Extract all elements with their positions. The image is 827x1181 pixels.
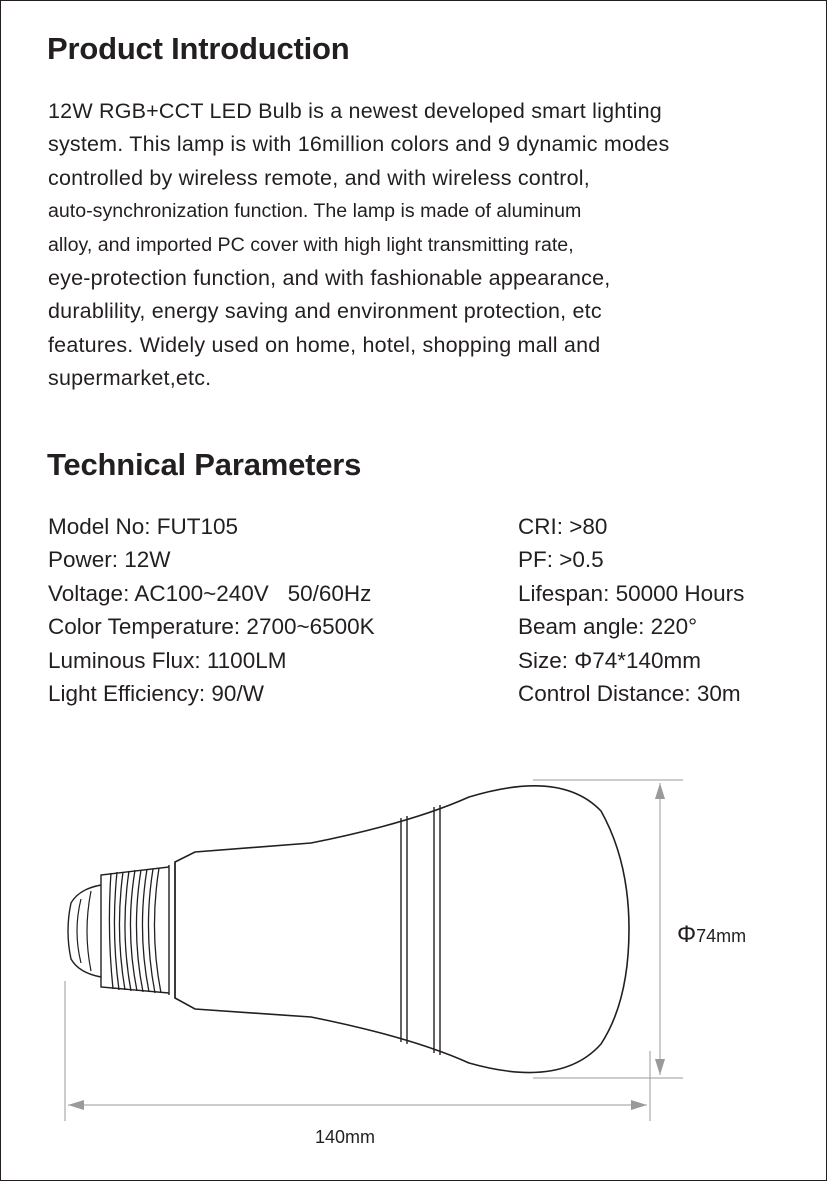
- param-cri: CRI: >80: [518, 514, 608, 539]
- param-voltage: Voltage: AC100~240V 50/60Hz: [48, 580, 372, 606]
- length-label: 140mm: [315, 1127, 376, 1147]
- arrow-left-icon: [68, 1100, 84, 1110]
- intro-line: 12W RGB+CCT LED Bulb is a newest developed smart lighting: [48, 99, 662, 123]
- bulb-dimension-drawing: [1, 1, 826, 1180]
- intro-line: alloy, and imported PC cover with high light transmitting rate,: [48, 233, 574, 256]
- intro-line: durablility, energy saving and environment protection, etc: [48, 299, 602, 324]
- screw-threads-icon: [109, 868, 161, 993]
- bulb-neck-ring: [169, 862, 175, 998]
- param-power: Power: 12W: [48, 547, 171, 573]
- contact-tip-inner: [77, 891, 91, 971]
- arrow-down-icon: [655, 1059, 665, 1075]
- param-beam-angle: Beam angle: 220°: [518, 614, 698, 640]
- product-introduction-heading: Product Introduction: [47, 31, 350, 66]
- intro-line: auto-synchronization function. The lamp is made of aluminum: [48, 200, 582, 223]
- param-size: Size: Φ74*140mm: [518, 647, 702, 673]
- intro-line: supermarket,etc.: [48, 366, 212, 391]
- param-lifespan: Lifespan: 50000 Hours: [518, 580, 745, 606]
- intro-line: controlled by wireless remote, and with wireless control,: [48, 165, 590, 190]
- intro-line: eye-protection function, and with fashionable appearance,: [48, 266, 611, 291]
- diameter-value: 74mm: [696, 926, 747, 946]
- intro-line: features. Widely used on home, hotel, shopping mall and: [48, 332, 601, 357]
- bulb-body-outline: [175, 786, 629, 1073]
- param-pf: PF: >0.5: [518, 547, 604, 573]
- param-color-temperature: Color Temperature: 2700~6500K: [48, 614, 375, 640]
- arrow-right-icon: [631, 1100, 647, 1110]
- param-control-distance: Control Distance: 30m: [518, 681, 741, 707]
- param-light-efficiency: Light Efficiency: 90/W: [48, 681, 264, 707]
- arrow-up-icon: [655, 783, 665, 799]
- param-luminous-flux: Luminous Flux: 1100LM: [48, 647, 287, 673]
- diameter-symbol: Φ: [677, 921, 697, 948]
- diameter-label: [677, 921, 746, 949]
- technical-parameters-heading: Technical Parameters: [47, 447, 362, 482]
- param-model: Model No: FUT105: [48, 514, 239, 539]
- intro-line: system. This lamp is with 16million colors and 9 dynamic modes: [48, 132, 670, 157]
- contact-tip-outline: [68, 885, 101, 977]
